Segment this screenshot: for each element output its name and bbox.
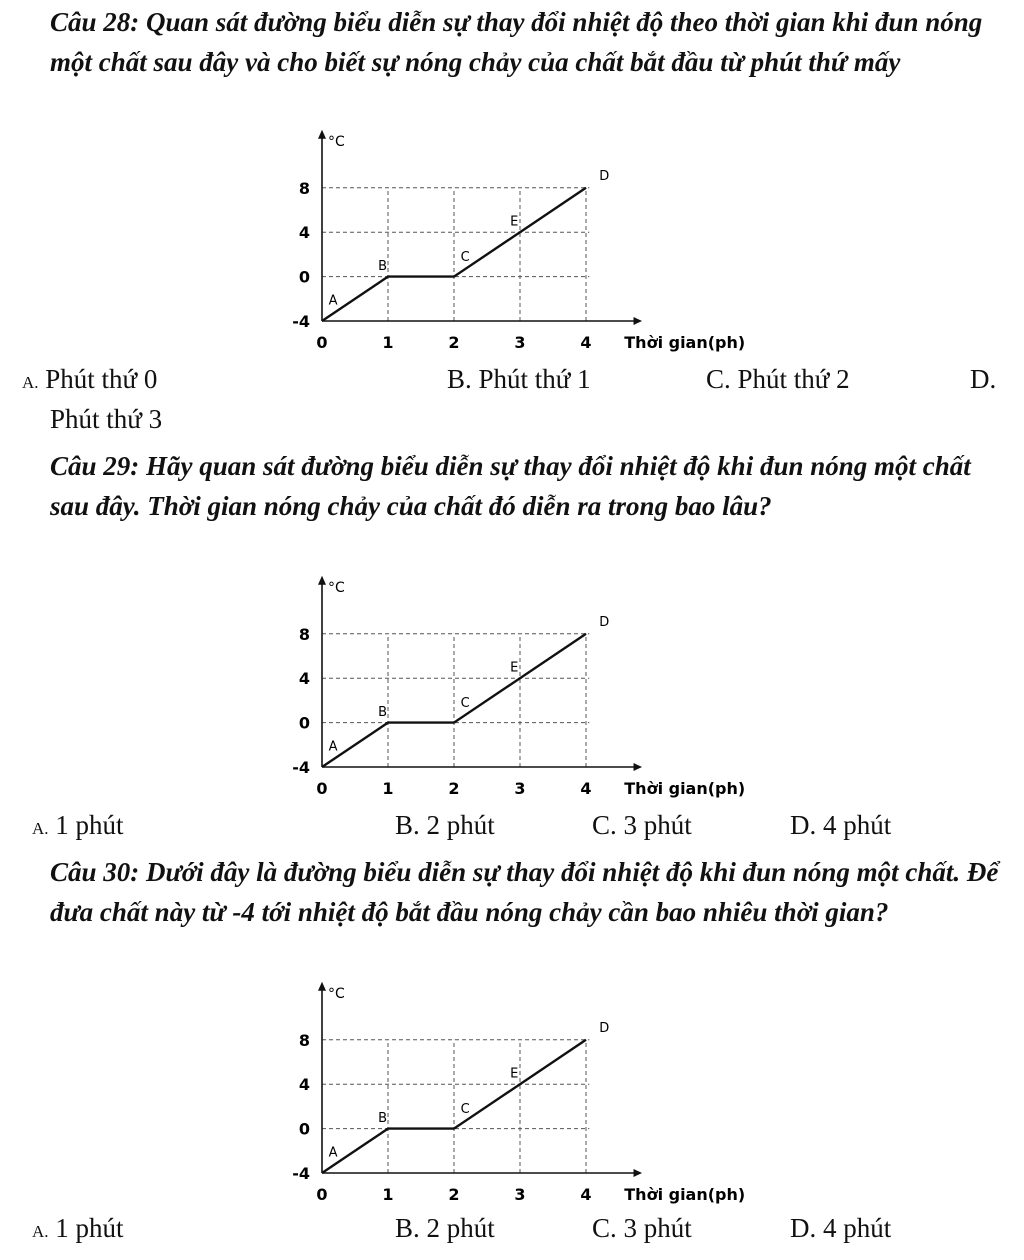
x-tick-label: 2 <box>448 1185 460 1204</box>
point-label: C <box>460 250 470 266</box>
y-tick-label: 4 <box>298 1075 310 1095</box>
option-a[interactable]: A. Phút thứ 0 <box>22 364 158 394</box>
option-b[interactable]: B. Phút thứ 1 <box>447 364 591 394</box>
y-tick-label: 4 <box>298 223 310 243</box>
x-tick-label: 2 <box>448 333 460 352</box>
point-label: D <box>599 169 610 185</box>
x-tick-label: 0 <box>316 1185 328 1204</box>
y-axis-label: °C <box>328 133 345 150</box>
y-tick-label: 8 <box>298 1030 310 1050</box>
point-label: B <box>378 704 388 720</box>
point-label: E <box>510 214 519 230</box>
question-28-options <box>0 364 1024 402</box>
x-axis-label: Thời gian(ph) <box>624 333 746 352</box>
y-tick-label: 0 <box>298 1119 310 1139</box>
y-tick-label: -4 <box>292 758 310 777</box>
x-tick-label: 2 <box>448 779 460 798</box>
x-tick-label: 3 <box>514 333 526 352</box>
option-a[interactable]: A. 1 phút <box>32 1213 124 1243</box>
y-axis-arrow <box>318 130 326 139</box>
x-axis-arrow <box>634 317 643 325</box>
y-tick-label: -4 <box>292 1164 310 1183</box>
point-label: A <box>328 1145 338 1161</box>
x-tick-label: 4 <box>580 333 592 352</box>
y-tick-label: 8 <box>298 624 310 644</box>
y-axis-label: °C <box>328 985 345 1002</box>
option-d[interactable]: D. 4 phút <box>790 1213 892 1243</box>
x-tick-label: 1 <box>382 779 394 798</box>
x-tick-label: 3 <box>514 1185 526 1204</box>
chart-q30 <box>270 972 790 1212</box>
x-axis-label: Thời gian(ph) <box>624 1185 746 1204</box>
point-label: D <box>599 615 610 631</box>
option-b[interactable]: B. 2 phút <box>395 810 495 840</box>
option-c[interactable]: C. 3 phút <box>592 1213 692 1243</box>
option-c[interactable]: C. Phút thứ 2 <box>706 364 850 394</box>
question-29-options <box>0 810 1024 848</box>
chart-q28 <box>270 120 790 360</box>
point-label: B <box>378 258 388 274</box>
x-tick-label: 4 <box>580 779 592 798</box>
x-tick-label: 3 <box>514 779 526 798</box>
point-label: C <box>460 696 470 712</box>
point-label: A <box>328 739 338 755</box>
option-b[interactable]: B. 2 phút <box>395 1213 495 1243</box>
point-label: E <box>510 1066 519 1082</box>
y-tick-label: 4 <box>298 669 310 689</box>
y-tick-label: -4 <box>292 312 310 331</box>
option-c[interactable]: C. 3 phút <box>592 810 692 840</box>
x-axis-label: Thời gian(ph) <box>624 779 746 798</box>
question-30-options <box>0 1213 1024 1251</box>
question-28-title: Câu 28: Quan sát đường biểu diễn sự thay đổi nhiệt độ theo thời gian khi đun nóng một chất sau đây và cho biết sự nóng chảy của chất bắt đầu từ phút thứ mấy <box>50 7 983 77</box>
option-d[interactable]: D. <box>970 364 997 394</box>
option-d-text[interactable]: Phút thứ 3 <box>50 404 163 434</box>
option-d[interactable]: D. 4 phút <box>790 810 892 840</box>
question-29-title: Câu 29: Hãy quan sát đường biểu diễn sự thay đổi nhiệt độ khi đun nóng một chất sau đây. Thời gian nóng chảy của chất đó diễn ra trong bao lâu? <box>50 451 971 521</box>
point-label: C <box>460 1102 470 1118</box>
x-tick-label: 0 <box>316 779 328 798</box>
x-axis-arrow <box>634 763 643 771</box>
x-tick-label: 0 <box>316 333 328 352</box>
point-label: D <box>599 1021 610 1037</box>
question-30-title: Câu 30: Dưới đây là đường biểu diễn sự thay đổi nhiệt độ khi đun nóng một chất. Để đưa chất này từ -4 tới nhiệt độ bắt đầu nóng chảy cần bao nhiêu thời gian? <box>50 857 999 927</box>
point-label: B <box>378 1110 388 1126</box>
y-axis-arrow <box>318 982 326 991</box>
x-tick-label: 1 <box>382 333 394 352</box>
y-tick-label: 0 <box>298 713 310 733</box>
x-tick-label: 1 <box>382 1185 394 1204</box>
x-axis-arrow <box>634 1169 643 1177</box>
point-label: E <box>510 660 519 676</box>
x-tick-label: 4 <box>580 1185 592 1204</box>
option-a[interactable]: A. 1 phút <box>32 810 124 840</box>
y-axis-label: °C <box>328 579 345 596</box>
point-label: A <box>328 293 338 309</box>
y-axis-arrow <box>318 576 326 585</box>
chart-q29 <box>270 566 790 806</box>
y-tick-label: 8 <box>298 178 310 198</box>
y-tick-label: 0 <box>298 267 310 287</box>
